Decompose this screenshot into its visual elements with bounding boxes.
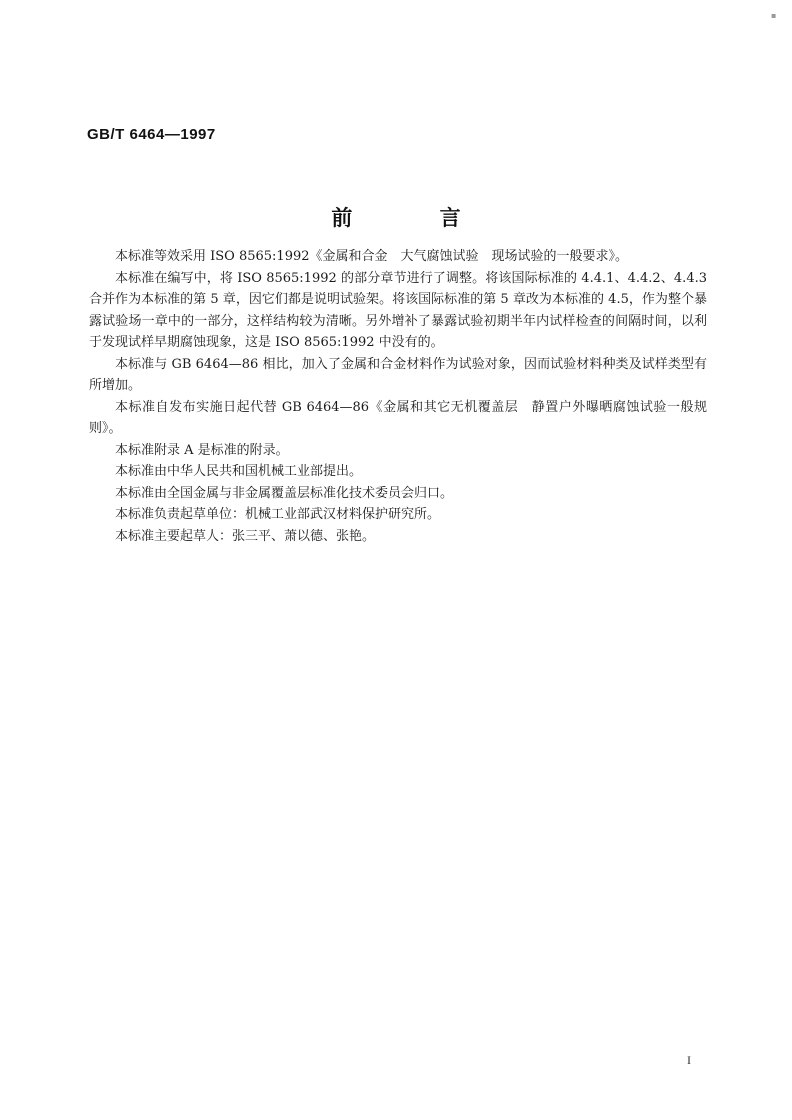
paragraph-replacement: 本标准自发布实施日起代替 GB 6464—86《金属和其它无机覆盖层 静置户外曝晒腐蚀试验一般规则》。 xyxy=(89,399,707,436)
paragraph-comparison: 本标准与 GB 6464—86 相比，加入了金属和合金材料作为试验对象，因而试验材料种类及试样类型有所增加。 xyxy=(89,356,707,393)
foreword-body xyxy=(89,246,707,547)
paragraph-appendix: 本标准附录 A 是标准的附录。 xyxy=(115,442,289,458)
paragraph-committee: 本标准由全国金属与非金属覆盖层标准化技术委员会归口。 xyxy=(115,485,454,501)
paragraph-drafting-unit: 本标准负责起草单位：机械工业部武汉材料保护研究所。 xyxy=(115,507,441,522)
paragraph-restructure: 本标准在编写中，将 ISO 8565:1992 的部分章节进行了调整。将该国际标准的 4.4.1、4.4.2、4.4.3 合并作为本标准的第 5 章，因它们都是说明试验架。将该国际标准的第 5 章改为本标准的 4.5，作为整个暴露试验场一章中的一部分，这样结构较为清晰。另外增补了暴露试验初期半年内试样检查的间隔时间，以利于发现试样早期腐蚀现象，这是 ISO 8565:1992 中没有的。 xyxy=(89,270,707,350)
paragraph-drafters: 本标准主要起草人：张三平、萧以德、张艳。 xyxy=(115,528,376,544)
standard-code: GB/T 6464—1997 xyxy=(87,126,216,143)
paragraph-adoption: 本标准等效采用 ISO 8565:1992《金属和合金 大气腐蚀试验 现场试验的一般要求》。 xyxy=(115,249,629,264)
page-number: I xyxy=(687,1053,691,1067)
paragraph-proposer: 本标准由中华人民共和国机械工业部提出。 xyxy=(115,464,363,479)
corner-mark: ▪ xyxy=(771,11,777,20)
page-title: 前 言 xyxy=(331,206,501,230)
